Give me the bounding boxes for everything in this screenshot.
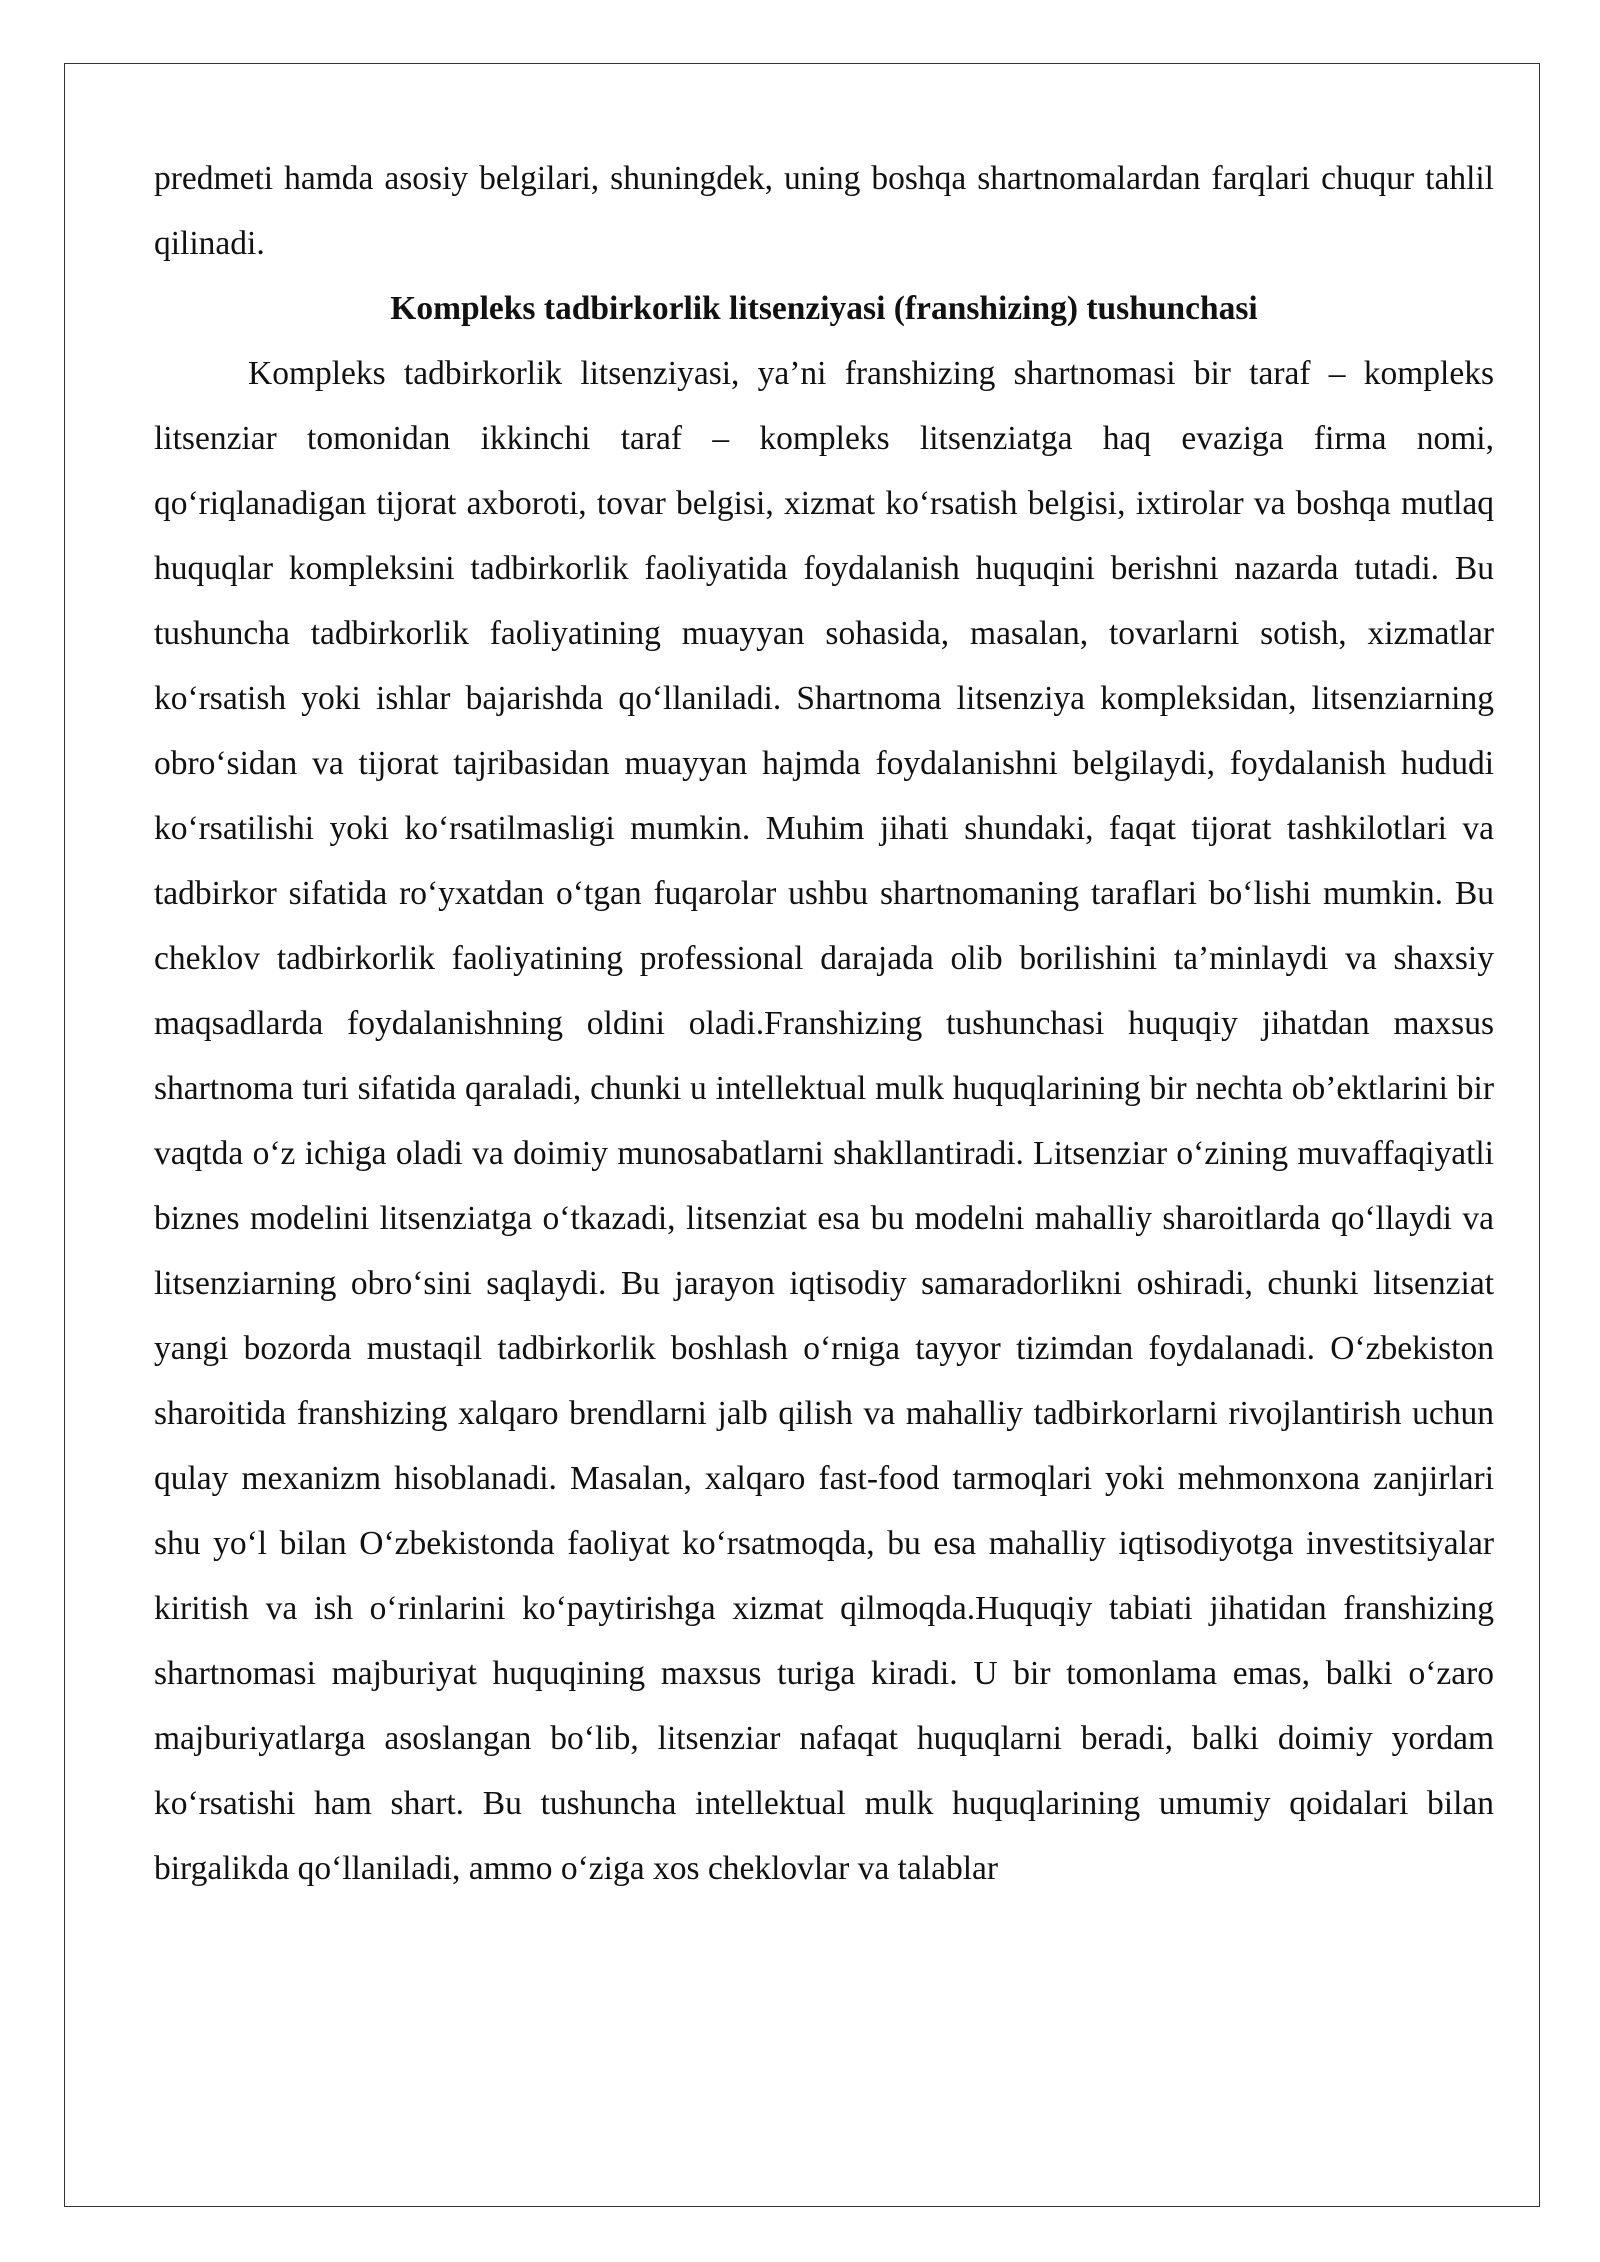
section-heading: Kompleks tadbirkorlik litsenziyasi (franshizing) tushunchasi bbox=[390, 290, 1258, 327]
document-body bbox=[154, 146, 1494, 1901]
intro-paragraph: predmeti hamda asosiy belgilari, shuningdek, uning boshqa shartnomalardan farqlari chuqur tahlil qilinadi. bbox=[154, 160, 1494, 262]
body-paragraph: Kompleks tadbirkorlik litsenziyasi, ya’ni franshizing shartnomasi bir taraf – kompleks litsenziar tomonidan ikkinchi taraf – kompleks litsenziatga haq evaziga firma nomi, qo‘riqlanadigan tijorat axboroti, tovar belgisi, xizmat ko‘rsatish belgisi, ixtirolar va boshqa mutlaq huquqlar kompleksini tadbirkorlik faoliyatida foydalanish huquqini berishni nazarda tutadi. Bu tushuncha tadbirkorlik faoliyatining muayyan sohasida, masalan, tovarlarni sotish, xizmatlar ko‘rsatish yoki ishlar bajarishda qo‘llaniladi. Shartnoma litsenziya kompleksidan, litsenziarning obro‘sidan va tijorat tajribasidan muayyan hajmda foydalanishni belgilaydi, foydalanish hududi ko‘rsatilishi yoki ko‘rsatilmasligi mumkin. Muhim jihati shundaki, faqat tijorat tashkilotlari va tadbirkor sifatida ro‘yxatdan o‘tgan fuqarolar ushbu shartnomaning taraflari bo‘lishi mumkin. Bu cheklov tadbirkorlik faoliyatining professional darajada olib borilishini ta’minlaydi va shaxsiy maqsadlarda foydalanishning oldini oladi.Franshizing tushunchasi huquqiy jihatdan maxsus shartnoma turi sifatida qaraladi, chunki u intellektual mulk huquqlarining bir nechta ob’ektlarini bir vaqtda o‘z ichiga oladi va doimiy munosabatlarni shakllantiradi. Litsenziar o‘zining muvaffaqiyatli biznes modelini litsenziatga o‘tkazadi, litsenziat esa bu modelni mahalliy sharoitlarda qo‘llaydi va litsenziarning obro‘sini saqlaydi. Bu jarayon iqtisodiy samaradorlikni oshiradi, chunki litsenziat yangi bozorda mustaqil tadbirkorlik boshlash o‘rniga tayyor tizimdan foydalanadi. O‘zbekiston sharoitida franshizing xalqaro brendlarni jalb qilish va mahalliy tadbirkorlarni rivojlantirish uchun qulay mexanizm hisoblanadi. Masalan, xalqaro fast-food tarmoqlari yoki mehmonxona zanjirlari shu yo‘l bilan O‘zbekistonda faoliyat ko‘rsatmoqda, bu esa mahalliy iqtisodiyotga investitsiyalar kiritish va ish o‘rinlarini ko‘paytirishga xizmat qilmoqda.Huquqiy tabiati jihatidan franshizing shartnomasi majburiyat huquqining maxsus turiga kiradi. U bir tomonlama emas, balki o‘zaro majburiyatlarga asoslangan bo‘lib, litsenziar nafaqat huquqlarni beradi, balki doimiy yordam ko‘rsatishi ham shart. Bu tushuncha intellektual mulk huquqlarining umumiy qoidalari bilan birgalikda qo‘llaniladi, ammo o‘ziga xos cheklovlar va talablar bbox=[154, 355, 1494, 1887]
